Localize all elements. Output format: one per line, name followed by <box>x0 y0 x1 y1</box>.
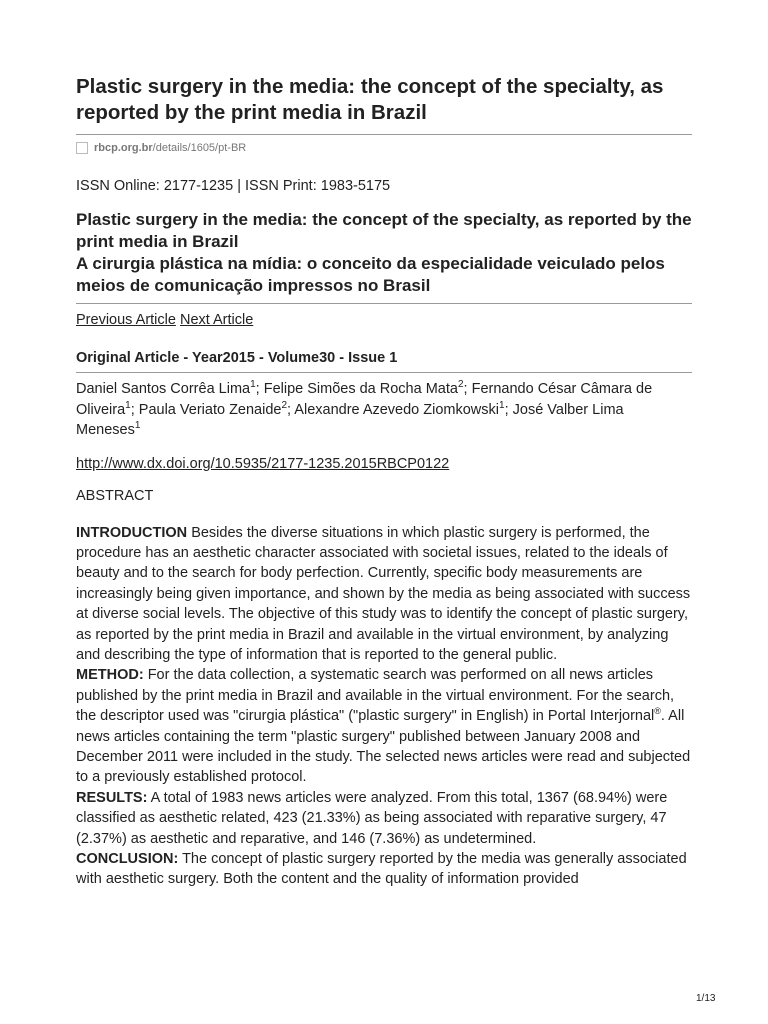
section-label: CONCLUSION: <box>76 851 179 867</box>
author-affiliation: 2 <box>281 399 288 411</box>
source-domain: rbcp.org.br <box>94 142 153 154</box>
page-title: Plastic surgery in the media: the concept of the specialty, as reported by the print media in Brazil <box>76 75 664 124</box>
issn-line: ISSN Online: 2177-1235 | ISSN Print: 1983-5175 <box>76 178 391 194</box>
abstract-heading: ABSTRACT <box>76 487 154 504</box>
author-affiliation: 1 <box>250 379 256 391</box>
next-article-link[interactable]: Next Article <box>179 312 254 328</box>
author-name: Paula Veriato Zenaide <box>138 401 282 418</box>
abstract-conclusion <box>76 849 692 890</box>
nav-divider <box>76 303 692 304</box>
previous-article-link[interactable]: Previous Article <box>76 312 176 328</box>
author-affiliation: 2 <box>457 379 464 391</box>
article-title-pt: A cirurgia plástica na mídia: o conceito da especialidade veiculado pelos meios de comunicação impressos no Brasil <box>76 254 665 295</box>
page-number: 1/13 <box>696 993 716 1004</box>
section-text: The concept of plastic surgery reported by the media was generally associated with aesthetic surgery. Both the content and the quality of information provided <box>76 851 687 888</box>
abstract-results <box>76 788 692 849</box>
abstract-method <box>76 665 692 787</box>
article-nav <box>76 311 692 329</box>
section-text: Besides the diverse situations in which plastic surgery is performed, the procedure has an aesthetic character associated with societal issues, related to the ideals of beauty and to the search for body perfection. Currently, specific body measurements are increasingly being given importance, and shown by the media as being associated with success at diverse social levels. The objective of this study was to identify the concept of plastic surgery, as reported by the print media in Brazil and available in the virtual environment, by analyzing and describing the type of information that is reported to the general public. <box>76 524 691 663</box>
section-label: METHOD: <box>76 667 144 684</box>
doi-line <box>76 455 692 473</box>
article-meta: Original Article - Year2015 - Volume30 - Issue 1 <box>76 350 398 366</box>
section-text: For the data collection, a systematic search was performed on all news articles published by the print media in Brazil and available in the virtual environment. For the search, the descriptor used was "cirurgia plástica" ("plastic surgery" in English) in Portal Interjornal <box>76 667 675 725</box>
section-label: RESULTS: <box>76 789 148 806</box>
abstract-body <box>76 523 692 890</box>
source-line <box>76 139 692 157</box>
document-page <box>76 74 692 890</box>
author-name: Daniel Santos Corrêa Lima <box>76 381 251 397</box>
author-affiliation: 1 <box>134 420 141 432</box>
meta-divider <box>76 372 692 373</box>
author-affiliation: 1 <box>499 399 505 411</box>
author-name: José Valber Lima Meneses <box>76 401 624 438</box>
registered-mark: ® <box>654 706 661 717</box>
doi-link[interactable]: http://www.dx.doi.org/10.5935/2177-1235.2015RBCP0122 <box>76 455 450 472</box>
title-divider <box>76 134 692 135</box>
article-title-en: Plastic surgery in the media: the concept of the specialty, as reported by the print media in Brazil <box>76 210 692 251</box>
favicon-icon <box>76 142 88 154</box>
article-title <box>76 209 692 297</box>
section-text: . All news articles containing the term "plastic surgery" published between January 2008 and December 2011 were included in the study. The selected news articles were read and subjected to a previously established protocol. <box>76 708 691 786</box>
section-text: A total of 1983 news articles were analyzed. From this total, 1367 (68.94%) were classified as aesthetic related, 423 (21.33%) as being associated with reparative surgery, 47 (2.37%) as aesthetic and reparative, and 146 (7.36%) as undetermined. <box>76 789 668 847</box>
abstract-introduction <box>76 523 692 666</box>
author-name: Alexandre Azevedo Ziomkowski <box>294 401 500 418</box>
author-name: Felipe Simões da Rocha Mata <box>263 381 458 397</box>
source-path: /details/1605/pt-BR <box>152 142 247 154</box>
author-name: Fernando César Câmara de Oliveira <box>76 381 653 418</box>
section-label: INTRODUCTION <box>76 524 188 541</box>
author-affiliation: 1 <box>125 399 131 411</box>
author-list: Daniel Santos Corrêa Lima$^1$; Felipe Simões da Rocha Mata$^2$; Fernando César Câmara de Oliveira$^1$; Paula Veriato Zenaide$^2$; Alexandre Azevedo Ziomkowski$^1$; José Valber Lima Meneses$^1$ <box>76 379 653 438</box>
